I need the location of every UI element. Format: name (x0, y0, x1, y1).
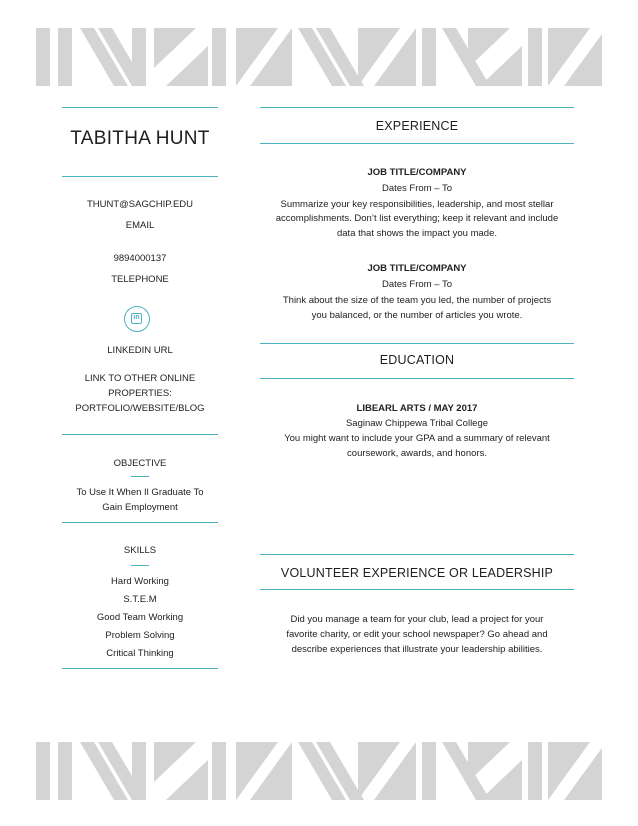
phone-value: 9894000137 (113, 253, 167, 264)
candidate-name: TABITHA HUNT (70, 128, 210, 149)
left-rule-top (62, 107, 218, 108)
job-1-dates: Dates From – To (381, 183, 453, 194)
left-rule-name (62, 176, 218, 177)
linkedin-glyph: in (131, 313, 142, 324)
skill-item: Critical Thinking (106, 648, 174, 659)
experience-title: EXPERIENCE (375, 119, 459, 133)
volunteer-rule-top (260, 554, 574, 555)
job-1-heading: JOB TITLE/COMPANY (367, 167, 467, 178)
volunteer-title: VOLUNTEER EXPERIENCE OR LEADERSHIP (280, 566, 554, 580)
skill-item: S.T.E.M (123, 594, 157, 605)
objective-accent (131, 476, 149, 477)
skill-item: Good Team Working (96, 612, 184, 623)
objective-line-1: To Use It When Il Graduate To (76, 487, 204, 498)
job-2-line-1: Think about the size of the team you led, the number of projects (282, 295, 552, 306)
top-stripe-pattern (36, 28, 602, 86)
skills-accent (131, 565, 149, 566)
education-rule-bottom (260, 378, 574, 379)
volunteer-line-2: favorite charity, or edit your school newspaper? Go ahead and (286, 629, 548, 640)
job-2-line-2: you balanced, or the number of articles you wrote. (311, 310, 523, 321)
job-2-heading: JOB TITLE/COMPANY (367, 263, 467, 274)
linkedin-icon[interactable] (124, 306, 150, 332)
education-school: Saginaw Chippewa Tribal College (345, 418, 489, 429)
experience-rule-bottom (260, 143, 574, 144)
email-label: EMAIL (125, 220, 155, 231)
other-properties-line-3: PORTFOLIO/WEBSITE/BLOG (75, 403, 205, 414)
job-1-line-2: accomplishments. Don’t list everything; keep it relevant and include (275, 213, 559, 224)
other-properties-line-1: LINK TO OTHER ONLINE (84, 373, 196, 384)
other-properties-line-2: PROPERTIES: (108, 388, 172, 399)
skill-item: Hard Working (111, 576, 169, 587)
objective-title: OBJECTIVE (113, 458, 167, 469)
education-title: EDUCATION (379, 353, 455, 367)
job-1-line-3: data that shows the impact you made. (336, 228, 497, 239)
skills-title: SKILLS (123, 545, 157, 556)
volunteer-rule-bottom (260, 589, 574, 590)
linkedin-label: LINKEDIN URL (107, 345, 173, 356)
job-1-line-1: Summarize your key responsibilities, leadership, and most stellar (280, 199, 554, 210)
job-2-dates: Dates From – To (381, 279, 453, 290)
education-line-2: coursework, awards, and honors. (347, 448, 487, 459)
left-rule-objective (62, 522, 218, 523)
left-rule-contact (62, 434, 218, 435)
education-line-1: You might want to include your GPA and a summary of relevant (284, 433, 550, 444)
top-decorative-band (36, 28, 602, 86)
education-degree: LIBEARL ARTS / MAY 2017 (356, 403, 478, 414)
volunteer-line-3: describe experiences that illustrate your leadership abilities. (291, 644, 543, 655)
education-rule-top (260, 343, 574, 344)
skill-item: Problem Solving (105, 630, 175, 641)
objective-line-2: Gain Employment (102, 502, 178, 513)
email-value: THUNT@SAGCHIP.EDU (86, 199, 194, 210)
experience-rule-top (260, 107, 574, 108)
bottom-stripe-pattern (36, 742, 602, 800)
phone-label: TELEPHONE (111, 274, 169, 285)
volunteer-line-1: Did you manage a team for your club, lead a project for your (290, 614, 544, 625)
bottom-decorative-band (36, 742, 602, 800)
left-rule-skills (62, 668, 218, 669)
